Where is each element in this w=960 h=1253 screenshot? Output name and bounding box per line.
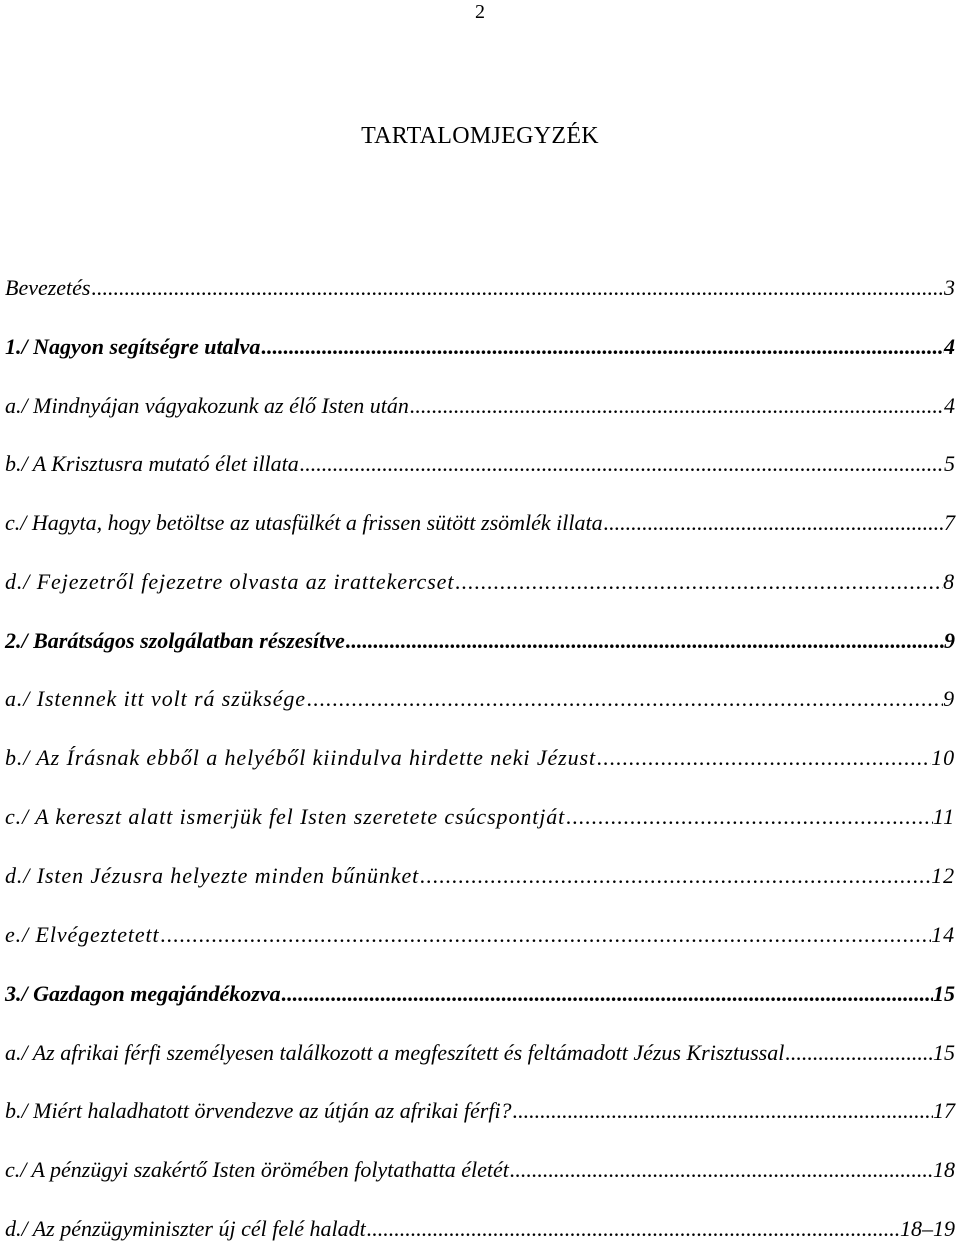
toc-entry[interactable] <box>5 686 955 718</box>
toc-entry-page-number: 10 <box>931 745 955 770</box>
toc-entry-label: b./ Az Írásnak ebből a helyéből kiindulva hirdette neki Jézust <box>5 745 597 770</box>
toc-entry-page-number: 14 <box>931 922 955 947</box>
toc-entry[interactable] <box>5 922 955 954</box>
toc-title: TARTALOMJEGYZÉK <box>361 123 599 149</box>
toc-entry-label: a./ Istennek itt volt rá szüksége <box>5 686 306 711</box>
dot-leader <box>160 922 932 948</box>
toc-entry-page-number: 12 <box>931 863 955 888</box>
toc-entry[interactable] <box>5 569 955 601</box>
toc-entry[interactable] <box>5 863 955 895</box>
dot-leader <box>603 510 944 536</box>
dot-leader <box>345 628 944 654</box>
toc-entry-label: b./ A Krisztusra mutató élet illata <box>5 451 299 476</box>
toc-entry-label: a./ Az afrikai férfi személyesen találkozott a megfeszített és feltámadott Jézus Krisztussal <box>5 1040 785 1065</box>
toc-entry-page-number: 18 <box>933 1157 955 1182</box>
toc-entry[interactable] <box>5 1040 955 1072</box>
toc-entry-label: c./ A pénzügyi szakértő Isten örömében folytathatta életét <box>5 1157 509 1182</box>
toc-entry-page-number: 7 <box>944 510 955 535</box>
toc-entry[interactable] <box>5 334 955 366</box>
dot-leader <box>366 1216 900 1242</box>
dot-leader <box>260 334 944 360</box>
toc-entry-page-number: 18–19 <box>900 1216 955 1241</box>
toc-entry-label: a./ Mindnyájan vágyakozunk az élő Isten után <box>5 393 409 418</box>
dot-leader <box>596 745 931 771</box>
toc-entry[interactable] <box>5 451 955 483</box>
toc-entry-label: d./ Az pénzügyminiszter új cél felé haladt <box>5 1216 366 1241</box>
toc-entry-label: 2./ Barátságos szolgálatban részesítve <box>5 628 345 653</box>
toc-entry[interactable] <box>5 393 955 425</box>
dot-leader <box>509 1157 933 1183</box>
dot-leader <box>281 981 933 1007</box>
toc-entry-label: d./ Isten Jézusra helyezte minden bűnünket <box>5 863 420 888</box>
toc-entry-page-number: 5 <box>944 451 955 476</box>
toc-entry-page-number: 11 <box>932 804 955 829</box>
toc-entry-page-number: 17 <box>933 1098 955 1123</box>
toc-entry-label: Bevezetés <box>5 275 91 300</box>
dot-leader <box>784 1040 933 1066</box>
toc-entry-label: e./ Elvégeztetett <box>5 922 160 947</box>
toc-entry-label: 1./ Nagyon segítségre utalva <box>5 334 261 359</box>
toc-entry-label: b./ Miért haladhatott örvendezve az útján az afrikai férfi? <box>5 1098 512 1123</box>
toc-entry-page-number: 8 <box>943 569 955 594</box>
dot-leader <box>565 804 933 830</box>
toc-entry-label: 3./ Gazdagon megajándékozva <box>5 981 281 1006</box>
toc-entry-page-number: 4 <box>944 334 955 359</box>
toc-entry[interactable] <box>5 1216 955 1248</box>
dot-leader <box>91 275 945 301</box>
toc-entry[interactable] <box>5 510 955 542</box>
dot-leader <box>299 451 944 477</box>
dot-leader <box>454 569 943 595</box>
toc-entry[interactable] <box>5 1157 955 1189</box>
dot-leader <box>409 393 944 419</box>
toc-entry[interactable] <box>5 981 955 1013</box>
dot-leader <box>512 1098 933 1124</box>
toc-entry-page-number: 9 <box>943 686 955 711</box>
toc-entry[interactable] <box>5 745 955 777</box>
toc-entry[interactable] <box>5 628 955 660</box>
toc-entry[interactable] <box>5 1098 955 1130</box>
toc-entry-label: d./ Fejezetről fejezetre olvasta az irattekercset <box>5 569 455 594</box>
page-number: 2 <box>475 1 485 23</box>
dot-leader <box>419 863 931 889</box>
toc-entry-page-number: 4 <box>944 393 955 418</box>
toc-entry-label: c./ A kereszt alatt ismerjük fel Isten szeretete csúcspontját <box>5 804 566 829</box>
toc-entry-page-number: 15 <box>933 981 955 1006</box>
toc-entry-label: c./ Hagyta, hogy betöltse az utasfülkét a frissen sütött zsömlék illata <box>5 510 603 535</box>
toc-entry[interactable] <box>5 275 955 307</box>
toc-entry-page-number: 15 <box>933 1040 955 1065</box>
toc-entry-page-number: 9 <box>944 628 955 653</box>
dot-leader <box>306 686 943 712</box>
toc-entry[interactable] <box>5 804 955 836</box>
toc-entry-page-number: 3 <box>944 275 955 300</box>
